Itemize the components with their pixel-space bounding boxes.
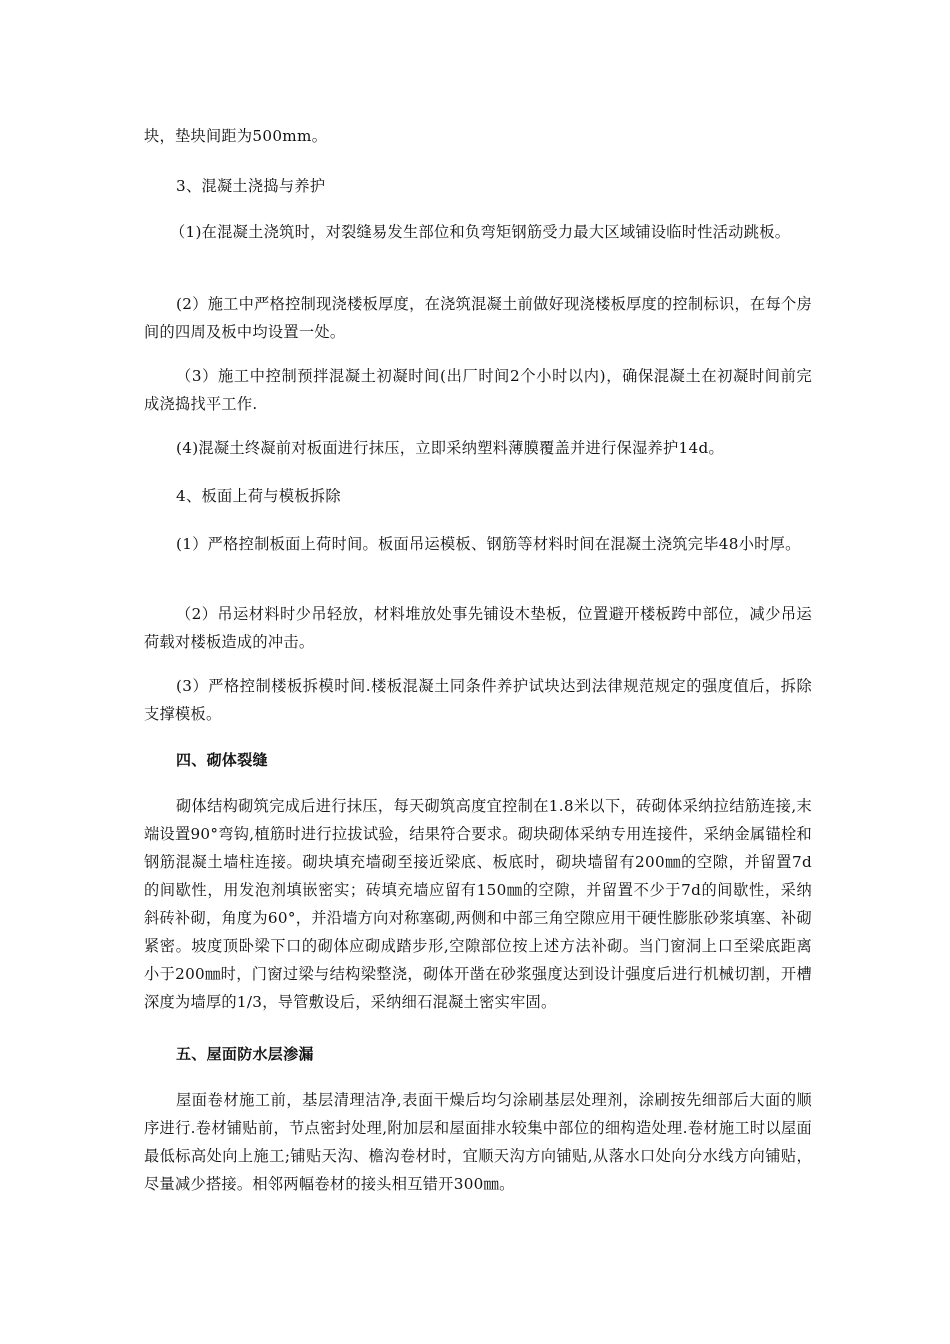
paragraph-pouring-2: (2）施工中严格控制现浇楼板厚度，在浇筑混凝土前做好现浇楼板厚度的控制标识，在每个房间的四周及板中均设置一处。 xyxy=(144,295,812,341)
subheading-concrete-pouring: 3、混凝土浇捣与养护 xyxy=(176,177,326,195)
paragraph-pouring-3: （3）施工中控制预拌混凝土初凝时间(出厂时间2个小时以内)，确保混凝土在初凝时间前完成浇捣找平工作. xyxy=(144,367,812,413)
paragraph-loading-2: （2）吊运材料时少吊轻放，材料堆放处事先铺设木垫板，位置避开楼板跨中部位，减少吊运荷载对楼板造成的冲击。 xyxy=(144,605,812,651)
paragraph-loading-1: (1）严格控制板面上荷时间。板面吊运模板、钢筋等材料时间在混凝土浇筑完毕48小时厚。 xyxy=(176,535,801,553)
paragraph-pouring-1: （1)在混凝土浇筑时，对裂缝易发生部位和负弯矩钢筋受力最大区域铺设临时性活动跳板。 xyxy=(170,223,791,241)
paragraph-loading-3: (3）严格控制楼板拆模时间.楼板混凝土同条件养护试块达到法律规范规定的强度值后，拆除支撑模板。 xyxy=(144,677,812,723)
section-heading-masonry-cracks: 四、砌体裂缝 xyxy=(176,751,268,769)
subheading-slab-loading: 4、板面上荷与模板拆除 xyxy=(176,487,341,505)
section-heading-roof-leakage: 五、屋面防水层渗漏 xyxy=(176,1045,314,1063)
paragraph-pouring-4: (4)混凝土终凝前对板面进行抹压，立即采纳塑料薄膜覆盖并进行保湿养护14d。 xyxy=(176,439,724,457)
paragraph-block-spacing: 块，垫块间距为500mm。 xyxy=(144,127,328,145)
paragraph-roof: 屋面卷材施工前，基层清理洁净,表面干燥后均匀涂刷基层处理剂，涂刷按先细部后大面的顺序进行.卷材铺贴前，节点密封处理,附加层和屋面排水较集中部位的细构造处理.卷材施工时以屋面最低标高处向上施工;铺贴天沟、檐沟卷材时，宜顺天沟方向铺贴,从落水口处向分水线方向铺贴，尽量减少搭接。相邻两幅卷材的接头相互错开300㎜。 xyxy=(144,1091,812,1193)
paragraph-masonry: 砌体结构砌筑完成后进行抹压，每天砌筑高度宜控制在1.8米以下，砖砌体采纳拉结筋连接,末端设置90°弯钩,植筋时进行拉拔试验，结果符合要求。砌块砌体采纳专用连接件，采纳金属锚栓和钢筋混凝土墙柱连接。砌块填充墙砌至接近梁底、板底时，砌块墙留有200㎜的空隙，并留置7d的间歇性，用发泡剂填嵌密实；砖填充墙应留有150㎜的空隙，并留置不少于7d的间歇性，采纳斜砖补砌，角度为60°，并沿墙方向对称塞砌,两侧和中部三角空隙应用干硬性膨胀砂浆填塞、补砌紧密。坡度顶卧梁下口的砌体应砌成踏步形,空隙部位按上述方法补砌。当门窗洞上口至梁底距离小于200㎜时，门窗过梁与结构梁整浇，砌体开凿在砂浆强度达到设计强度后进行机械切割，开槽深度为墙厚的1/3，导管敷设后，采纳细石混凝土密实牢固。 xyxy=(144,797,812,1011)
